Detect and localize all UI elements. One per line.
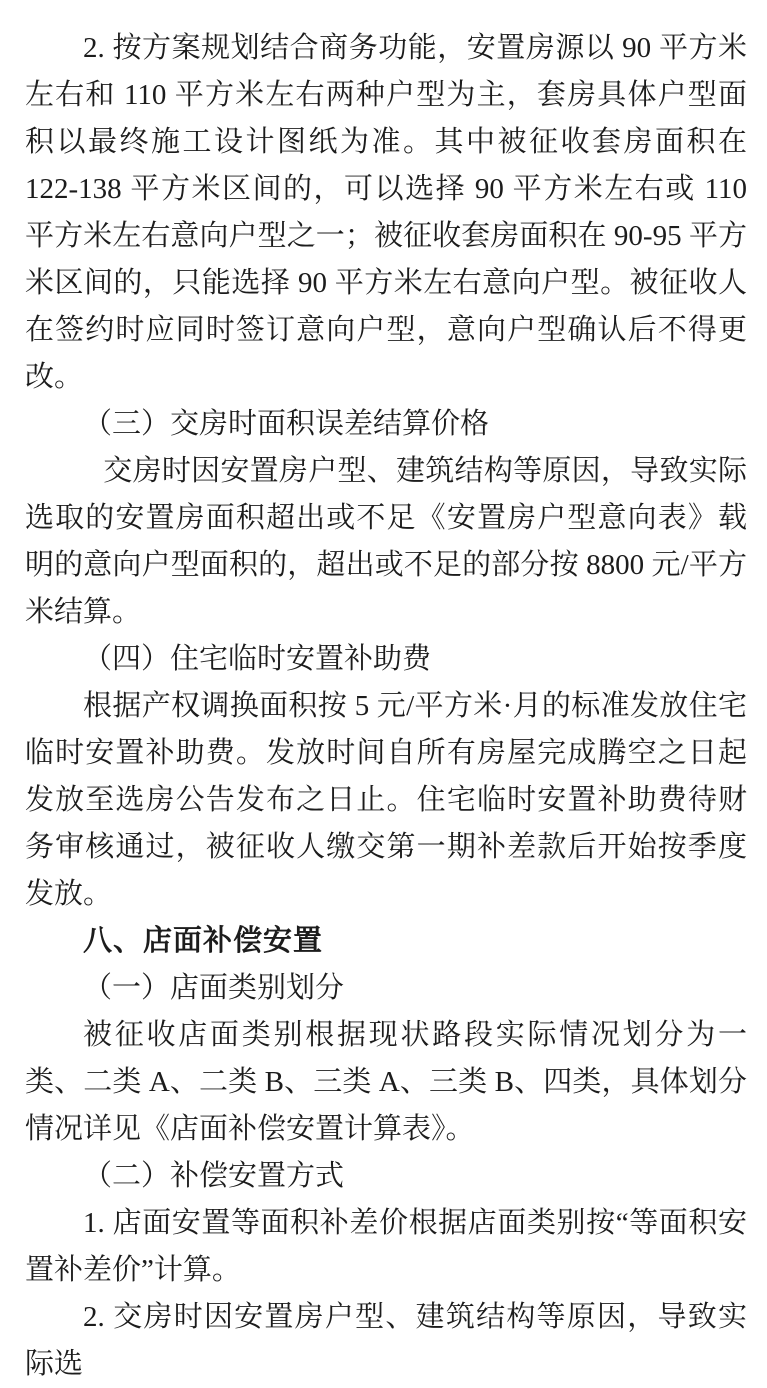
- subsection-heading: （二）补偿安置方式: [83, 1160, 345, 1192]
- section-heading: 八、店面补偿安置: [83, 925, 324, 957]
- body-paragraph: 根据产权调换面积按 5 元/平方米·月的标准发放住宅临时安置补助费。发放时间自所有房屋完成腾空之日起发放至选房公告发布之日止。住宅临时安置补助费待财务审核通过，被征收人缴交第一期补差款后开始按季度发放。: [25, 690, 747, 910]
- body-paragraph: 被征收店面类别根据现状路段实际情况划分为一类、二类 A、二类 B、三类 A、三类 B、四类，具体划分情况详见《店面补偿安置计算表》。: [25, 1019, 747, 1145]
- subsection-heading: （三）交房时面积误差结算价格: [83, 408, 490, 440]
- body-paragraph: 2. 按方案规划结合商务功能，安置房源以 90 平方米左右和 110 平方米左右两种户型为主，套房具体户型面积以最终施工设计图纸为准。其中被征收套房面积在 122-138 平方米区间的，可以选择 90 平方米左右或 110 平方米左右意向户型之一；被征收套房面积在 90-95 平方米区间的，只能选择 90 平方米左右意向户型。被征收人在签约时应同时签订意向户型，意向户型确认后不得更改。: [25, 32, 747, 393]
- body-paragraph: 1. 店面安置等面积补差价根据店面类别按“等面积安置补差价”计算。: [25, 1207, 747, 1286]
- subsection-heading: （四）住宅临时安置补助费: [83, 643, 432, 675]
- subsection-heading: （一）店面类别划分: [83, 972, 345, 1004]
- body-paragraph: 交房时因安置房户型、建筑结构等原因，导致实际选取的安置房面积超出或不足《安置房户型意向表》载明的意向户型面积的，超出或不足的部分按 8800 元/平方米结算。: [25, 455, 747, 628]
- body-paragraph: 2. 交房时因安置房户型、建筑结构等原因，导致实际选: [25, 1301, 747, 1380]
